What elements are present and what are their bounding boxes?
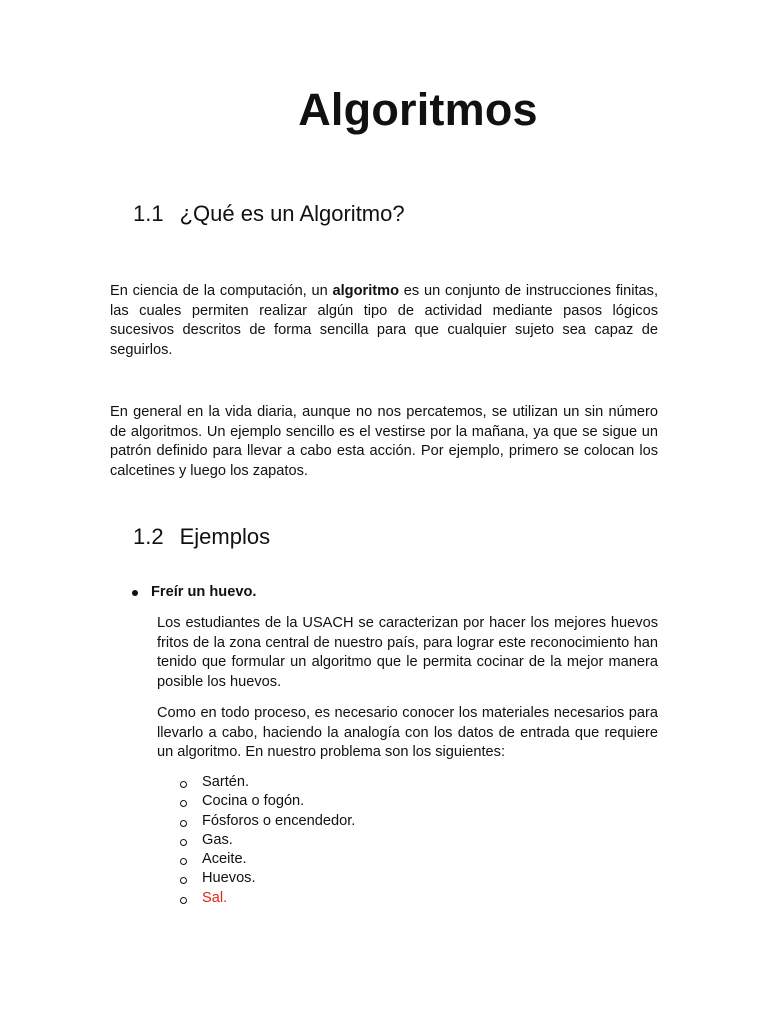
list-item-text: Cocina o fogón. (202, 793, 305, 810)
section-title: ¿Qué es un Algoritmo? (179, 201, 405, 226)
circle-bullet-icon (180, 781, 187, 788)
section-heading-1-2 (133, 524, 270, 550)
list-item-text-highlight: Sal. (202, 889, 228, 906)
paragraph-materials-intro: Como en todo proceso, es necesario conocer los materiales necesarios para llevarlo a cabo, haciendo la analogía con los datos de entrada que requiere un algoritmo. En nuestro problema son los siguientes: (157, 705, 658, 761)
bold-term: algoritmo (332, 283, 399, 299)
paragraph-text: En ciencia de la computación, un (110, 283, 333, 299)
document-title: Algoritmos (298, 84, 538, 135)
circle-bullet-icon (180, 820, 187, 827)
circle-bullet-icon (180, 800, 187, 807)
section-number: 1.2 (133, 524, 164, 549)
list-item-text: Fósforos o encendedor. (202, 812, 356, 829)
list-item-text: Aceite. (202, 851, 247, 868)
section-title: Ejemplos (179, 524, 271, 549)
circle-bullet-icon (180, 877, 187, 884)
paragraph-daily-life: En general en la vida diaria, aunque no nos percatemos, se utilizan un sin número de algoritmos. Un ejemplo sencillo es el vestirse por la mañana, ya que se sigue un patrón definido para llevar a cabo esta acción. Por ejemplo, primero se colocan los calcetines y luego los zapatos. (110, 404, 658, 479)
section-heading-1-1 (133, 201, 405, 227)
list-item-text: Gas. (202, 831, 233, 848)
bullet-label: Freír un huevo. (151, 584, 257, 600)
section-number: 1.1 (133, 201, 164, 226)
paragraph-usach: Los estudiantes de la USACH se caracterizan por hacer los mejores huevos fritos de la zona central de nuestro país, para lograr este reconocimiento han tenido que formular un algoritmo que le permita cocinar de la mejor manera posible los huevos. (157, 615, 658, 690)
paragraph-definition (110, 282, 658, 360)
circle-bullet-icon (180, 897, 187, 904)
bullet-dot-icon (132, 590, 138, 596)
circle-bullet-icon (180, 858, 187, 865)
list-item-text: Sartén. (202, 774, 250, 790)
circle-bullet-icon (180, 839, 187, 846)
paragraph-text: es un conjunto de instrucciones finitas, las cuales permiten realizar algún tipo de actividad mediante pasos lógicos sucesivos descritos de forma sencilla para que cualquier sujeto sea capaz de seguirlos. (110, 283, 659, 358)
list-item-text: Huevos. (202, 870, 256, 887)
